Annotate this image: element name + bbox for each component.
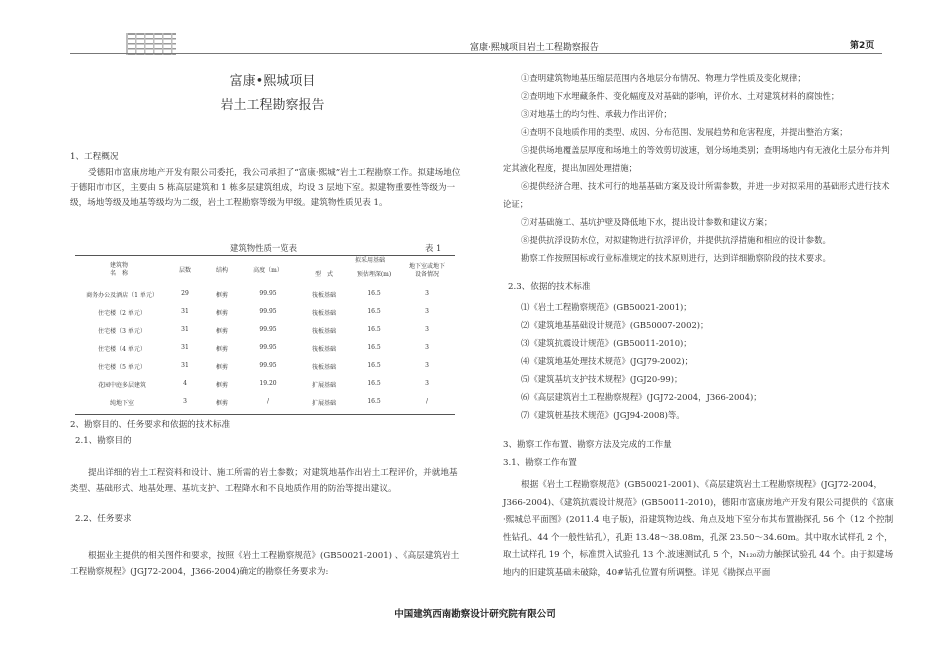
header-title: 富康·熙城项目岩土工程勘察报告 bbox=[470, 43, 599, 53]
list-item: ⑦对基础施工、基坑护壁及降低地下水，提出设计参数和建议方案； bbox=[521, 217, 773, 227]
section-2-2-text: 根据业主提供的相关图件和要求，按照《岩土工程勘察规范》(GB50021-2001) 、《高层建筑岩土工程勘察规程》(JGJ72-2004，J366-2004)确定的勘察任务要求为: bbox=[70, 551, 460, 577]
cell-structure: 框剪 bbox=[215, 364, 228, 371]
th-burial-depth: 预估埋深(m) bbox=[356, 271, 392, 278]
cell-floors: 31 bbox=[181, 308, 189, 315]
list-item: ⑷《建筑地基处理技术规范》(JGJ79-2002)； bbox=[521, 356, 693, 366]
cell-foundation-type: 筏板基础 bbox=[311, 346, 336, 353]
cell-depth: 16.5 bbox=[367, 380, 381, 387]
th-structure: 结构 bbox=[215, 267, 228, 274]
requirements-list bbox=[503, 69, 896, 267]
document-title-project: 富康•熙城项目 bbox=[229, 74, 316, 89]
cell-depth: 16.5 bbox=[367, 326, 381, 333]
cell-depth: 16.5 bbox=[367, 398, 381, 405]
th-height: 高度（m） bbox=[253, 267, 283, 274]
list-item: ⑵《建筑地基基础设计规范》(GB50007-2002)； bbox=[521, 320, 709, 330]
cell-foundation-type: 扩展基础 bbox=[311, 382, 336, 389]
document-title-report: 岩土工程勘察报告 bbox=[220, 98, 325, 113]
cell-height: 99.95 bbox=[259, 344, 277, 351]
cell-structure: 框剪 bbox=[215, 292, 228, 299]
table-bottom-rule bbox=[75, 414, 455, 415]
cell-basement: 3 bbox=[425, 362, 429, 369]
section-2-1-heading: 2.1、勘察目的 bbox=[75, 436, 132, 446]
cell-height: / bbox=[266, 398, 270, 405]
cell-height: 19.20 bbox=[259, 380, 277, 387]
section-3-1-text: 根据《岩土工程勘察规范》(GB50021-2001)、《高层建筑岩土工程勘察规程》(JGJ72-2004，J366-2004)、《建筑抗震设计规范》(GB50011-2010)，德阳市富康房地产开发有限公司提供的《富康·熙城总平面图》(2011.4 电子版)，沿建筑物边线、角点及地下室分布其布置勘探孔 56 个（12 个控制性钻孔、44 个一般性钻孔），孔距 13.48～38.08m，孔深 23.50～34.60m。其中取水试样孔 2 个，取土试样孔 19 个，标准贯入试验孔 13 个.波速测试孔 5 个，N₁₂₀动力触探试验孔 44 个。由于拟建场地内的旧建筑基础未破除，40#钻孔位置有所调整。详见《勘探点平面 bbox=[503, 480, 894, 578]
summary-text: 勘察工作按照国标或行业标准规定的技术原则进行，达到详细勘察阶段的技术要求。 bbox=[521, 253, 831, 263]
section-2-heading: 2、勘察目的、任务要求和依据的技术标准 bbox=[70, 420, 231, 430]
cell-name: 住宅楼（2 单元） bbox=[98, 310, 146, 317]
cell-name: 花园中庭多层建筑 bbox=[97, 382, 146, 389]
cell-floors: 31 bbox=[181, 344, 189, 351]
cell-floors: 4 bbox=[183, 380, 187, 387]
cell-floors: 31 bbox=[181, 362, 189, 369]
cell-depth: 16.5 bbox=[367, 362, 381, 369]
th-building-name: 建筑物 名 称 bbox=[109, 262, 128, 277]
table-caption: 建筑物性质一览表 bbox=[230, 243, 297, 253]
table-number: 表 1 bbox=[425, 243, 442, 253]
cell-name: 住宅楼（4 单元） bbox=[98, 346, 146, 353]
list-item: ⑧提供抗浮设防水位，对拟建物进行抗浮评价，并提供抗浮措施和相应的设计参数。 bbox=[521, 235, 831, 245]
list-item: ③对地基土的均匀性、承载力作出评价； bbox=[521, 109, 672, 119]
cell-depth: 16.5 bbox=[367, 308, 381, 315]
company-logo bbox=[126, 33, 176, 55]
standards-list bbox=[503, 298, 896, 424]
list-item: ⑴《岩土工程勘察规范》(GB50021-2001)； bbox=[521, 302, 692, 312]
cell-structure: 框剪 bbox=[215, 400, 228, 407]
page-number: 第2页 bbox=[850, 41, 875, 51]
th-floors: 层数 bbox=[178, 267, 191, 274]
cell-foundation-type: 筏板基础 bbox=[311, 364, 336, 371]
section-2-2-heading: 2.2、任务要求 bbox=[75, 514, 132, 524]
list-item: ②查明地下水埋藏条件、变化幅度及对基础的影响，评价水、土对建筑材料的腐蚀性； bbox=[521, 91, 840, 101]
list-item: ⑸《建筑基坑支护技术规程》(JGJ20-99)； bbox=[521, 374, 683, 384]
cell-name: 纯地下室 bbox=[109, 400, 134, 407]
cell-basement: / bbox=[425, 398, 429, 405]
cell-name: 住宅楼（5 单元） bbox=[98, 364, 146, 371]
cell-name: 住宅楼（3 单元） bbox=[98, 328, 146, 335]
cell-structure: 框剪 bbox=[215, 310, 228, 317]
list-item: ⑹《高层建筑岩土工程勘察规程》(JGJ72-2004，J366-2004)； bbox=[521, 392, 762, 402]
cell-floors: 3 bbox=[183, 398, 187, 405]
list-item: ⑺《建筑桩基技术规范》(JGJ94-2008)等。 bbox=[521, 410, 685, 420]
cell-foundation-type: 扩展基础 bbox=[311, 400, 336, 407]
section-1-text: 受德阳市富康房地产开发有限公司委托，我公司承担了“富康·熙城”岩土工程勘察工作。拟建场地位于德阳市市区，主要由 5 栋高层建筑和 1 栋多层建筑组成，均设 3 层地下室。拟建物重要性等级为一级，场地等级及地基等级均为二级，岩土工程勘察等级为甲级。建筑物性质见表 1。 bbox=[70, 168, 461, 208]
th-foundation-group: 拟采用基础 bbox=[354, 257, 385, 264]
cell-foundation-type: 筏板基础 bbox=[311, 328, 336, 335]
cell-height: 99.95 bbox=[259, 362, 277, 369]
list-item: ①查明建筑物地基压缩层范围内各地层分布情况、物理力学性质及变化规律； bbox=[521, 73, 806, 83]
list-item: ⑥提供经济合理、技术可行的地基基础方案及设计所需参数，并进一步对拟采用的基础形式进行技术论证； bbox=[503, 181, 890, 209]
cell-name: 商务办公及酒店（1 单元） bbox=[86, 292, 158, 299]
cell-depth: 16.5 bbox=[367, 344, 381, 351]
cell-foundation-type: 筏板基础 bbox=[311, 292, 336, 299]
cell-structure: 框剪 bbox=[215, 382, 228, 389]
th-foundation-type: 型 式 bbox=[314, 271, 333, 278]
cell-height: 99.95 bbox=[259, 308, 277, 315]
table-top-rule bbox=[75, 255, 455, 256]
list-item: ⑤提供场地覆盖层厚度和场地土的等效剪切波速，划分场地类别；查明场地内有无液化土层分布并判定其液化程度，提出加固处理措施； bbox=[503, 145, 890, 173]
th-basement: 地下室或地下 设备情况 bbox=[408, 263, 445, 278]
section-2-1-text: 提出详细的岩土工程资料和设计、施工所需的岩土参数；对建筑地基作出岩土工程评价，并就地基类型、基础形式、地基处理、基坑支护、工程降水和不良地质作用的防治等提出建议。 bbox=[70, 468, 458, 494]
cell-structure: 框剪 bbox=[215, 328, 228, 335]
cell-floors: 31 bbox=[181, 326, 189, 333]
section-3-1-heading: 3.1、勘察工作布置 bbox=[503, 458, 577, 468]
cell-basement: 3 bbox=[425, 326, 429, 333]
cell-foundation-type: 筏板基础 bbox=[311, 310, 336, 317]
section-1-heading: 1、工程概况 bbox=[70, 152, 119, 162]
cell-structure: 框剪 bbox=[215, 346, 228, 353]
cell-floors: 29 bbox=[181, 290, 189, 297]
company-footer: 中国建筑西南勘察设计研究院有限公司 bbox=[394, 609, 556, 620]
section-2-3-heading: 2.3、依据的技术标准 bbox=[508, 282, 591, 292]
cell-height: 99.95 bbox=[259, 326, 277, 333]
cell-basement: 3 bbox=[425, 290, 429, 297]
cell-basement: 3 bbox=[425, 380, 429, 387]
list-item: ④查明不良地质作用的类型、成因、分布范围、发展趋势和危害程度，并提出整治方案； bbox=[521, 127, 848, 137]
list-item: ⑶《建筑抗震设计规范》(GB50011-2010)； bbox=[521, 338, 692, 348]
cell-depth: 16.5 bbox=[367, 290, 381, 297]
cell-basement: 3 bbox=[425, 344, 429, 351]
header-divider bbox=[70, 53, 882, 54]
cell-height: 99.95 bbox=[259, 290, 277, 297]
cell-basement: 3 bbox=[425, 308, 429, 315]
section-3-heading: 3、勘察工作布置、勘察方法及完成的工作量 bbox=[503, 440, 672, 450]
